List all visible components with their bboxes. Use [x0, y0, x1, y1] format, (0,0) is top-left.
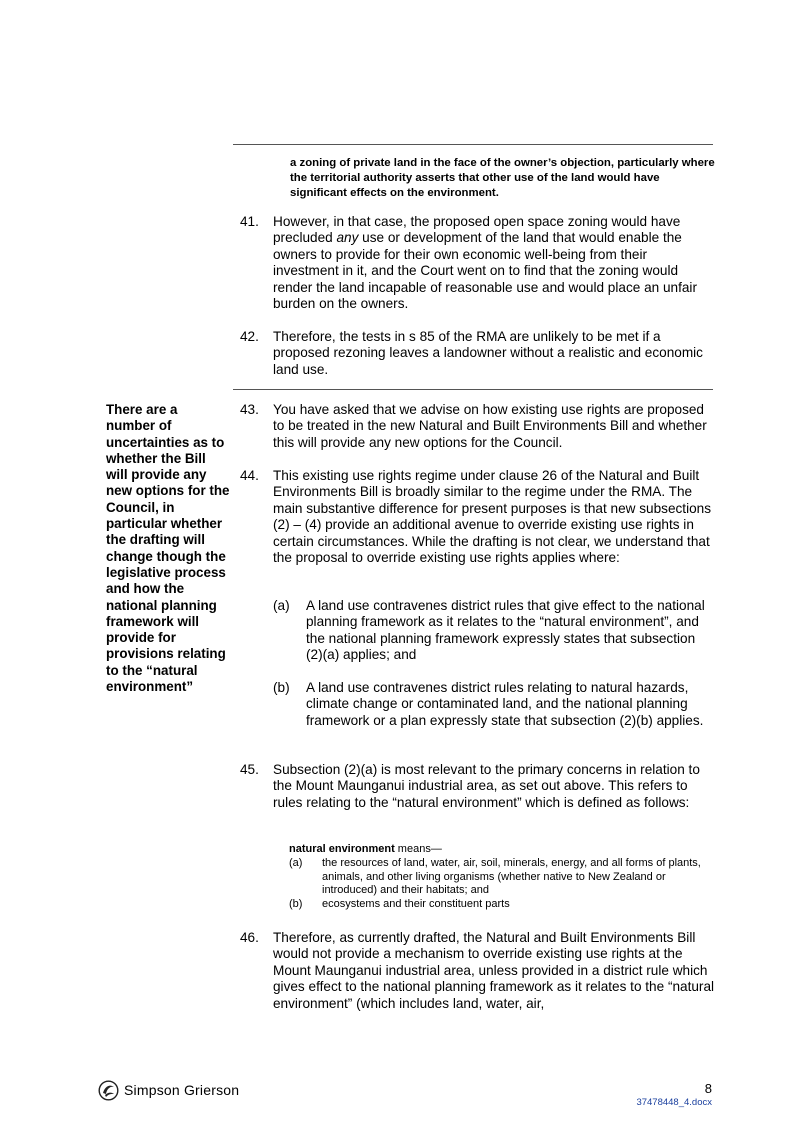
definition-item-label: (b)	[289, 898, 303, 911]
quoted-extract: a zoning of private land in the face of the owner’s objection, particularly where the territorial authority asserts that other use of the land would have significant effects on the environment.	[290, 157, 715, 200]
paragraph-number: 43.	[240, 402, 259, 417]
simpson-grierson-logo-icon	[98, 1080, 119, 1101]
document-reference: 37478448_4.docx	[636, 1097, 712, 1108]
subparagraph-44a	[273, 598, 713, 664]
paragraph-42	[240, 329, 715, 378]
paragraph-number: 46.	[240, 930, 259, 945]
paragraph-number: 44.	[240, 468, 259, 483]
paragraph-41	[240, 214, 715, 312]
definition-item	[289, 898, 714, 912]
paragraph-43	[240, 402, 715, 451]
paragraph-44	[240, 468, 715, 566]
paragraph-text: Subsection (2)(a) is most relevant to the primary concerns in relation to the Mount Maunganui industrial area, as set out above. This refers to rules relating to the “natural environment” which is defined as follows:	[273, 762, 700, 810]
definition-item	[289, 857, 714, 898]
subparagraph-label: (b)	[273, 680, 290, 695]
paragraph-text: Therefore, as currently drafted, the Natural and Built Environments Bill would not provide a mechanism to override existing use rights at the Mount Maunganui industrial area, unless provided in a district rule which gives effect to the national planning framework as it relates to the “natural environment” (which includes land, water, air,	[273, 930, 715, 1011]
paragraph-46	[240, 930, 715, 1012]
definition-item-text: the resources of land, water, air, soil, minerals, energy, and all forms of plants, animals, and other living organisms (whether native to New Zealand or introduced) and their habitats; and	[322, 856, 701, 897]
definition-means: means—	[394, 843, 442, 855]
definition-heading	[289, 843, 714, 857]
paragraph-text: This existing use rights regime under clause 26 of the Natural and Built Environments Bill is broadly similar to the regime under the RMA. The main substantive difference for present purposes is that new subsections (2) – (4) provide an additional avenue to override existing use rights in certain circumstances. While the drafting is not clear, we understand that the proposal to override existing use rights applies where:	[273, 468, 712, 566]
subparagraph-text: A land use contravenes district rules relating to natural hazards, climate change or contaminated land, and the national planning framework or a plan expressly state that subsection (2)(b) applies.	[306, 680, 704, 728]
paragraph-number: 41.	[240, 214, 259, 229]
paragraph-text: You have asked that we advise on how existing use rights are proposed to be treated in the new Natural and Built Environments Bill and whether this will provide any new options for the Council.	[273, 402, 707, 450]
subparagraph-label: (a)	[273, 598, 290, 613]
footer-brand-name: Simpson Grierson	[124, 1082, 240, 1098]
paragraph-number: 45.	[240, 762, 259, 777]
paragraph-text: Therefore, the tests in s 85 of the RMA are unlikely to be met if a proposed rezoning leaves a landowner without a realistic and economic land use.	[273, 329, 703, 377]
definition-item-text: ecosystems and their constituent parts	[322, 898, 510, 911]
paragraph-text: However, in that case, the proposed open space zoning would have precluded any use or development of the land that would enable the owners to provide for their own economic well-being from their investment in it, and the Court went on to find that the zoning would render the land incapable of reasonable use and would place an unfair burden on the owners.	[273, 214, 697, 312]
top-divider	[233, 144, 713, 145]
paragraph-number: 42.	[240, 329, 259, 344]
subparagraph-text: A land use contravenes district rules that give effect to the national planning framework as it relates to the “natural environment”, and the national planning framework expressly states that subsection (2)(a) applies; and	[306, 598, 705, 663]
definition-item-label: (a)	[289, 856, 303, 869]
section-divider	[233, 389, 713, 390]
emphasis-any: any	[336, 230, 359, 246]
subparagraph-44b	[273, 680, 713, 729]
margin-note: There are a number of uncertainties as to whether the Bill will provide any new options for the Council, in particular whether the drafting will change though the legislative process and how the national planning framework will provide for provisions relating to the “natural environment”	[106, 402, 230, 695]
paragraph-45	[240, 762, 715, 811]
footer-logo	[98, 1079, 239, 1101]
defined-term: natural environment	[289, 843, 395, 855]
definition-block	[289, 843, 714, 912]
page-number: 8	[704, 1081, 712, 1096]
